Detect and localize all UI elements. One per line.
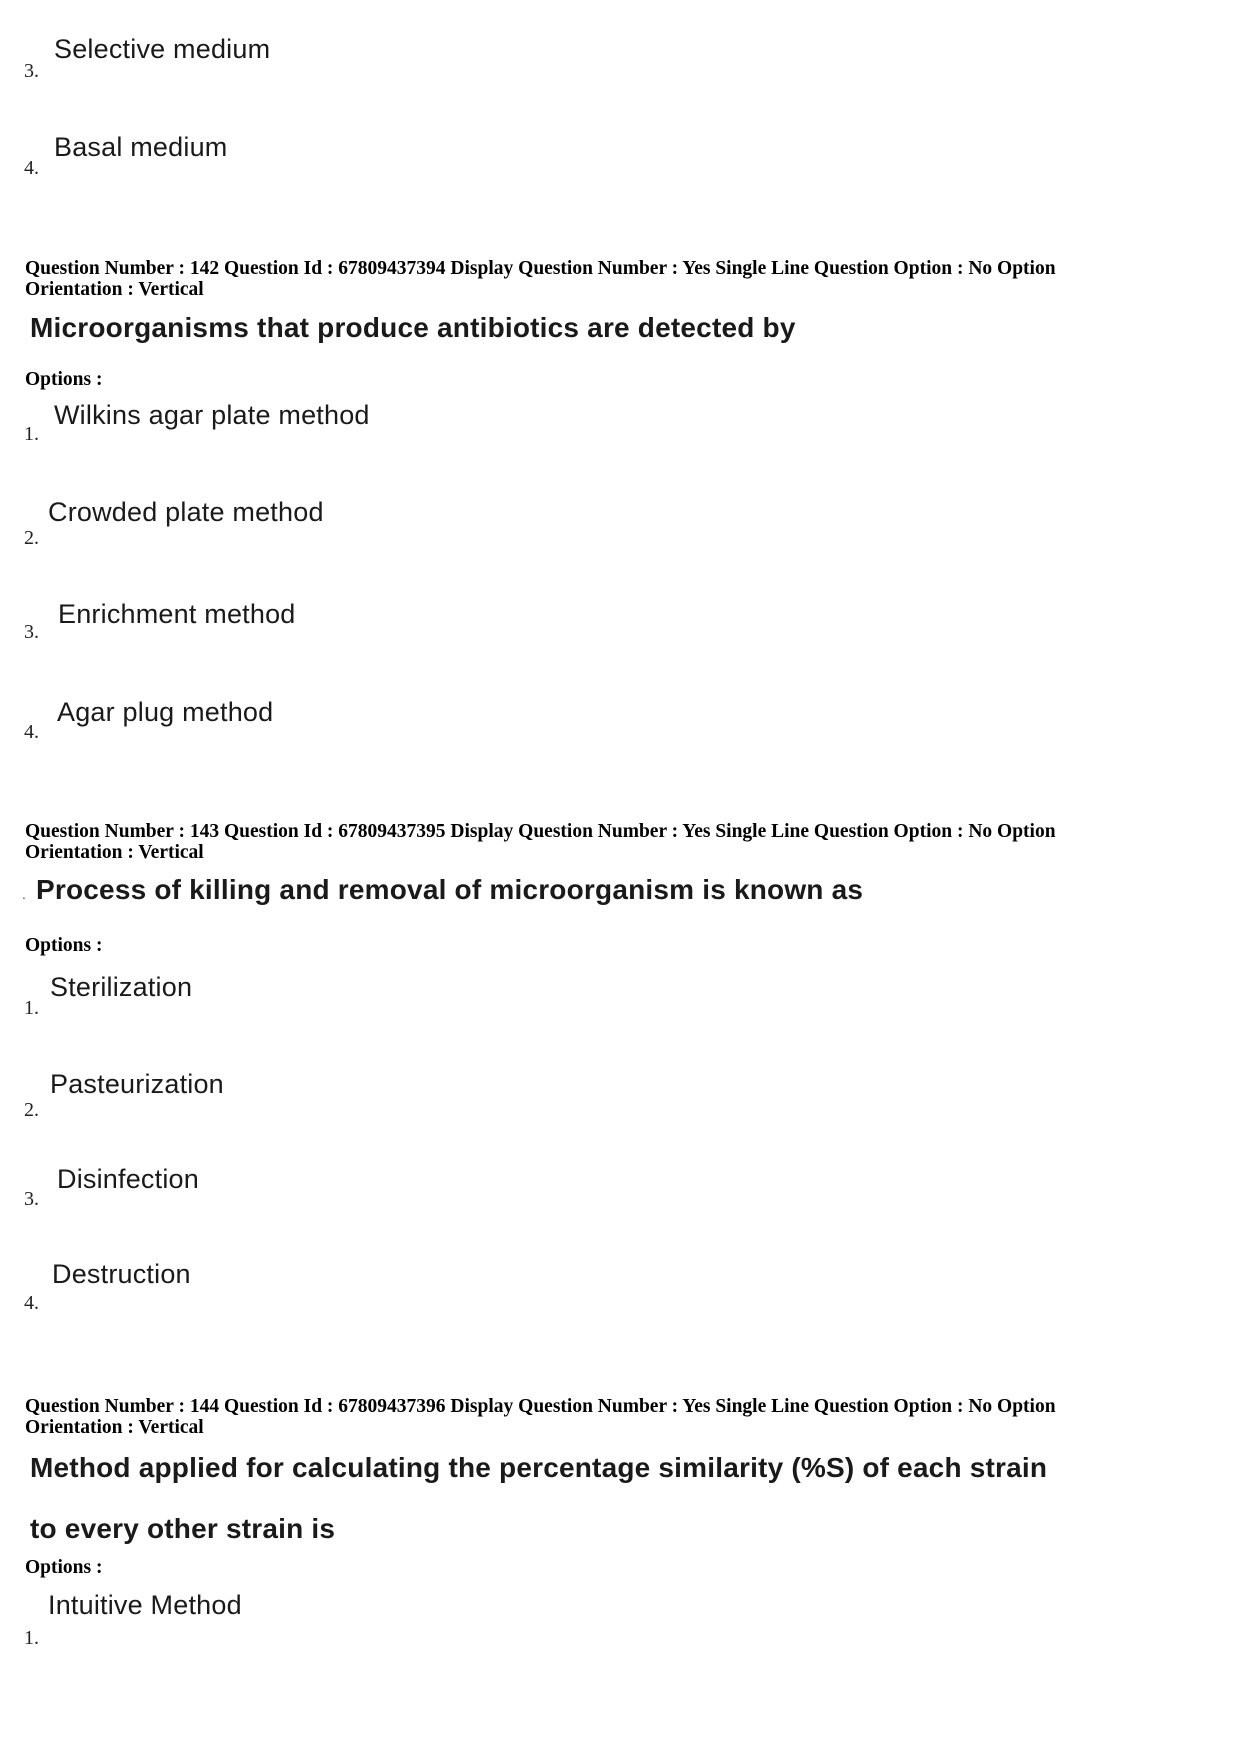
option-text: Intuitive Method bbox=[48, 1590, 242, 1620]
option-text: Pasteurization bbox=[50, 1069, 224, 1099]
option-number: 3. bbox=[24, 621, 39, 643]
question-meta: Question Number : 143 Question Id : 67809437395 Display Question Number : Yes Single Line Question Option : No Option bbox=[25, 821, 1056, 842]
option-number: 4. bbox=[24, 1292, 39, 1314]
option-number: 4. bbox=[24, 157, 39, 179]
options-label: Options : bbox=[25, 1557, 103, 1578]
option-number: 1. bbox=[24, 423, 39, 445]
option-number: 2. bbox=[24, 527, 39, 549]
question-text-line: Method applied for calculating the percentage similarity (%S) of each strain bbox=[30, 1452, 1048, 1483]
option-number: 1. bbox=[24, 997, 39, 1019]
options-label: Options : bbox=[25, 369, 103, 390]
options-label: Options : bbox=[25, 935, 103, 956]
option-text: Wilkins agar plate method bbox=[54, 400, 370, 430]
stray-mark: . bbox=[22, 886, 26, 902]
question-text-line: to every other strain is bbox=[30, 1513, 336, 1544]
option-text: Basal medium bbox=[54, 132, 228, 162]
option-text: Agar plug method bbox=[57, 697, 274, 727]
question-meta: Question Number : 144 Question Id : 67809437396 Display Question Number : Yes Single Line Question Option : No Option bbox=[25, 1396, 1056, 1417]
option-number: 1. bbox=[24, 1627, 39, 1649]
option-text: Disinfection bbox=[57, 1164, 199, 1194]
question-meta: Question Number : 142 Question Id : 67809437394 Display Question Number : Yes Single Line Question Option : No Option bbox=[25, 258, 1056, 279]
question-meta-orientation: Orientation : Vertical bbox=[25, 1417, 204, 1438]
option-text: Sterilization bbox=[50, 972, 193, 1002]
option-text: Destruction bbox=[52, 1259, 191, 1289]
option-number: 3. bbox=[24, 1188, 39, 1210]
question-meta-orientation: Orientation : Vertical bbox=[25, 279, 204, 300]
option-number: 4. bbox=[24, 721, 39, 743]
option-text: Enrichment method bbox=[58, 599, 296, 629]
option-text: Selective medium bbox=[54, 34, 271, 64]
option-number: 2. bbox=[24, 1099, 39, 1121]
question-text: Microorganisms that produce antibiotics are detected by bbox=[30, 312, 796, 343]
option-number: 3. bbox=[24, 60, 39, 82]
option-text: Crowded plate method bbox=[48, 497, 324, 527]
question-text: Process of killing and removal of microorganism is known as bbox=[36, 874, 864, 905]
question-meta-orientation: Orientation : Vertical bbox=[25, 842, 204, 863]
